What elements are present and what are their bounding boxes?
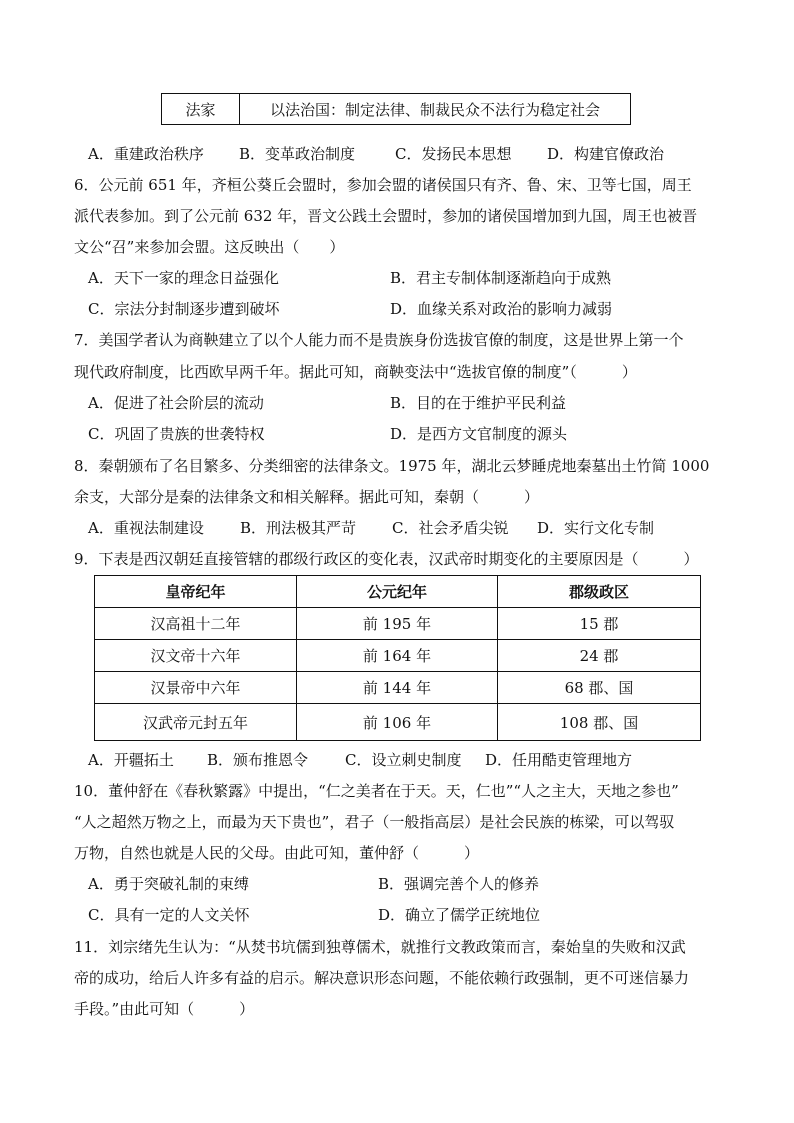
- table-cell: 15 郡: [498, 608, 701, 640]
- q10-line-3: 万物，自然也就是人民的父母。由此可知，董仲舒（ ）: [74, 844, 480, 862]
- q7-options-row-1: [88, 393, 566, 413]
- q9-option-d[interactable]: D．任用酷吏管理地方: [485, 751, 633, 769]
- q8-option-c[interactable]: C．社会矛盾尖锐: [392, 519, 509, 537]
- q8-option-b[interactable]: B．刑法极其严苛: [240, 519, 357, 537]
- table-cell: 汉高祖十二年: [95, 608, 297, 640]
- table-cell: 24 郡: [498, 640, 701, 672]
- q7-option-c[interactable]: C．巩固了贵族的世袭特权: [88, 425, 265, 443]
- q11-line-2: 帝的成功，给后人许多有益的启示。解决意识形态问题，不能依赖行政强制，更不可迷信暴力: [74, 969, 690, 987]
- table-cell: 前 106 年: [297, 704, 498, 741]
- q7-line-2: 现代政府制度，比西欧早两千年。据此可知，商鞅变法中“选拔官僚的制度”（ ）: [74, 363, 637, 381]
- q8-options: [88, 518, 654, 538]
- table-cell: 前 195 年: [297, 608, 498, 640]
- q8-option-d[interactable]: D．实行文化专制: [537, 519, 655, 537]
- table-cell: 108 郡、国: [498, 704, 701, 741]
- q6-options-row-2: [88, 299, 612, 319]
- q10-option-a[interactable]: A．勇于突破礼制的束缚: [88, 875, 249, 893]
- school-table: [161, 93, 631, 125]
- q7-option-d[interactable]: D．是西方文官制度的源头: [390, 425, 568, 443]
- table-row: [95, 704, 701, 741]
- q5-option-b[interactable]: B．变革政治制度: [239, 145, 356, 163]
- q6-option-c[interactable]: C．宗法分封制逐步遭到破坏: [88, 300, 280, 318]
- q6-option-a[interactable]: A．天下一家的理念日益强化: [88, 269, 279, 287]
- q10-option-c[interactable]: C．具有一定的人文关怀: [88, 906, 250, 924]
- q10-line-1: 10．董仲舒在《春秋繁露》中提出，“仁之美者在于天。天，仁也”“人之主大，天地之参也”: [74, 782, 679, 800]
- q10-option-b[interactable]: B．强调完善个人的修养: [378, 875, 540, 893]
- q7-options-row-2: [88, 424, 567, 444]
- q9-option-c[interactable]: C．设立刺史制度: [345, 751, 462, 769]
- school-name: 法家: [162, 94, 240, 124]
- q5-options: [88, 144, 664, 164]
- table-cell: 前 164 年: [297, 640, 498, 672]
- q9-options: [88, 750, 632, 770]
- q6-line-2: 派代表参加。到了公元前 632 年，晋文公践土会盟时，参加的诸侯国增加到九国，周王也被晋: [74, 207, 698, 225]
- school-idea: 以法治国：制定法律、制裁民众不法行为稳定社会: [269, 100, 600, 119]
- q11-line-3: 手段。”由此可知（ ）: [74, 1000, 255, 1018]
- commandery-table: [94, 575, 701, 741]
- q6-option-d[interactable]: D．血缘关系对政治的影响力减弱: [390, 300, 613, 318]
- q6-line-1: 6．公元前 651 年，齐桓公葵丘会盟时，参加会盟的诸侯国只有齐、鲁、宋、卫等七国，周王: [74, 176, 692, 194]
- q5-option-c[interactable]: C．发扬民本思想: [395, 145, 512, 163]
- q10-options-row-1: [88, 874, 539, 894]
- table-cell: 汉武帝元封五年: [95, 704, 297, 741]
- q6-options-row-1: [88, 268, 611, 288]
- table-row: [95, 608, 701, 640]
- table-row: [95, 672, 701, 704]
- q5-option-a[interactable]: A．重建政治秩序: [88, 145, 204, 163]
- q9-option-b[interactable]: B．颁布推恩令: [207, 751, 309, 769]
- table-cell: 汉文帝十六年: [95, 640, 297, 672]
- table-header-cell: 皇帝纪年: [95, 576, 297, 608]
- q10-options-row-2: [88, 905, 540, 925]
- table-header-cell: 公元纪年: [297, 576, 498, 608]
- q8-option-a[interactable]: A．重视法制建设: [88, 519, 204, 537]
- q8-line-1: 8．秦朝颁布了名目繁多、分类细密的法律条文。1975 年，湖北云梦睡虎地秦墓出土竹简 1000: [74, 457, 710, 475]
- q5-option-d[interactable]: D．构建官僚政治: [547, 145, 665, 163]
- q7-option-a[interactable]: A．促进了社会阶层的流动: [88, 394, 264, 412]
- table-header-row: [95, 576, 701, 608]
- table-cell: 68 郡、国: [498, 672, 701, 704]
- table-row: [95, 640, 701, 672]
- q7-option-b[interactable]: B．目的在于维护平民利益: [390, 394, 567, 412]
- table-cell: 前 144 年: [297, 672, 498, 704]
- q6-option-b[interactable]: B．君主专制体制逐渐趋向于成熟: [390, 269, 612, 287]
- q7-line-1: 7．美国学者认为商鞅建立了以个人能力而不是贵族身份选拔官僚的制度，这是世界上第一个: [74, 331, 684, 349]
- q9-line: 9．下表是西汉朝廷直接管辖的郡级行政区的变化表，汉武帝时期变化的主要原因是（ ）: [74, 550, 699, 568]
- q11-line-1: 11．刘宗绪先生认为：“从焚书坑儒到独尊儒术，就推行文教政策而言，秦始皇的失败和汉武: [74, 938, 686, 956]
- table-header-cell: 郡级政区: [498, 576, 701, 608]
- q9-option-a[interactable]: A．开疆拓土: [88, 751, 174, 769]
- q10-option-d[interactable]: D．确立了儒学正统地位: [378, 906, 541, 924]
- table-cell: 汉景帝中六年: [95, 672, 297, 704]
- q10-line-2: “人之超然万物之上，而最为天下贵也”，君子（一般指高层）是社会民族的栋梁，可以驾驭: [74, 813, 675, 831]
- q8-line-2: 余支，大部分是秦的法律条文和相关解释。据此可知，秦朝（ ）: [74, 488, 540, 506]
- q6-line-3: 文公“召”来参加会盟。这反映出（ ）: [74, 238, 345, 256]
